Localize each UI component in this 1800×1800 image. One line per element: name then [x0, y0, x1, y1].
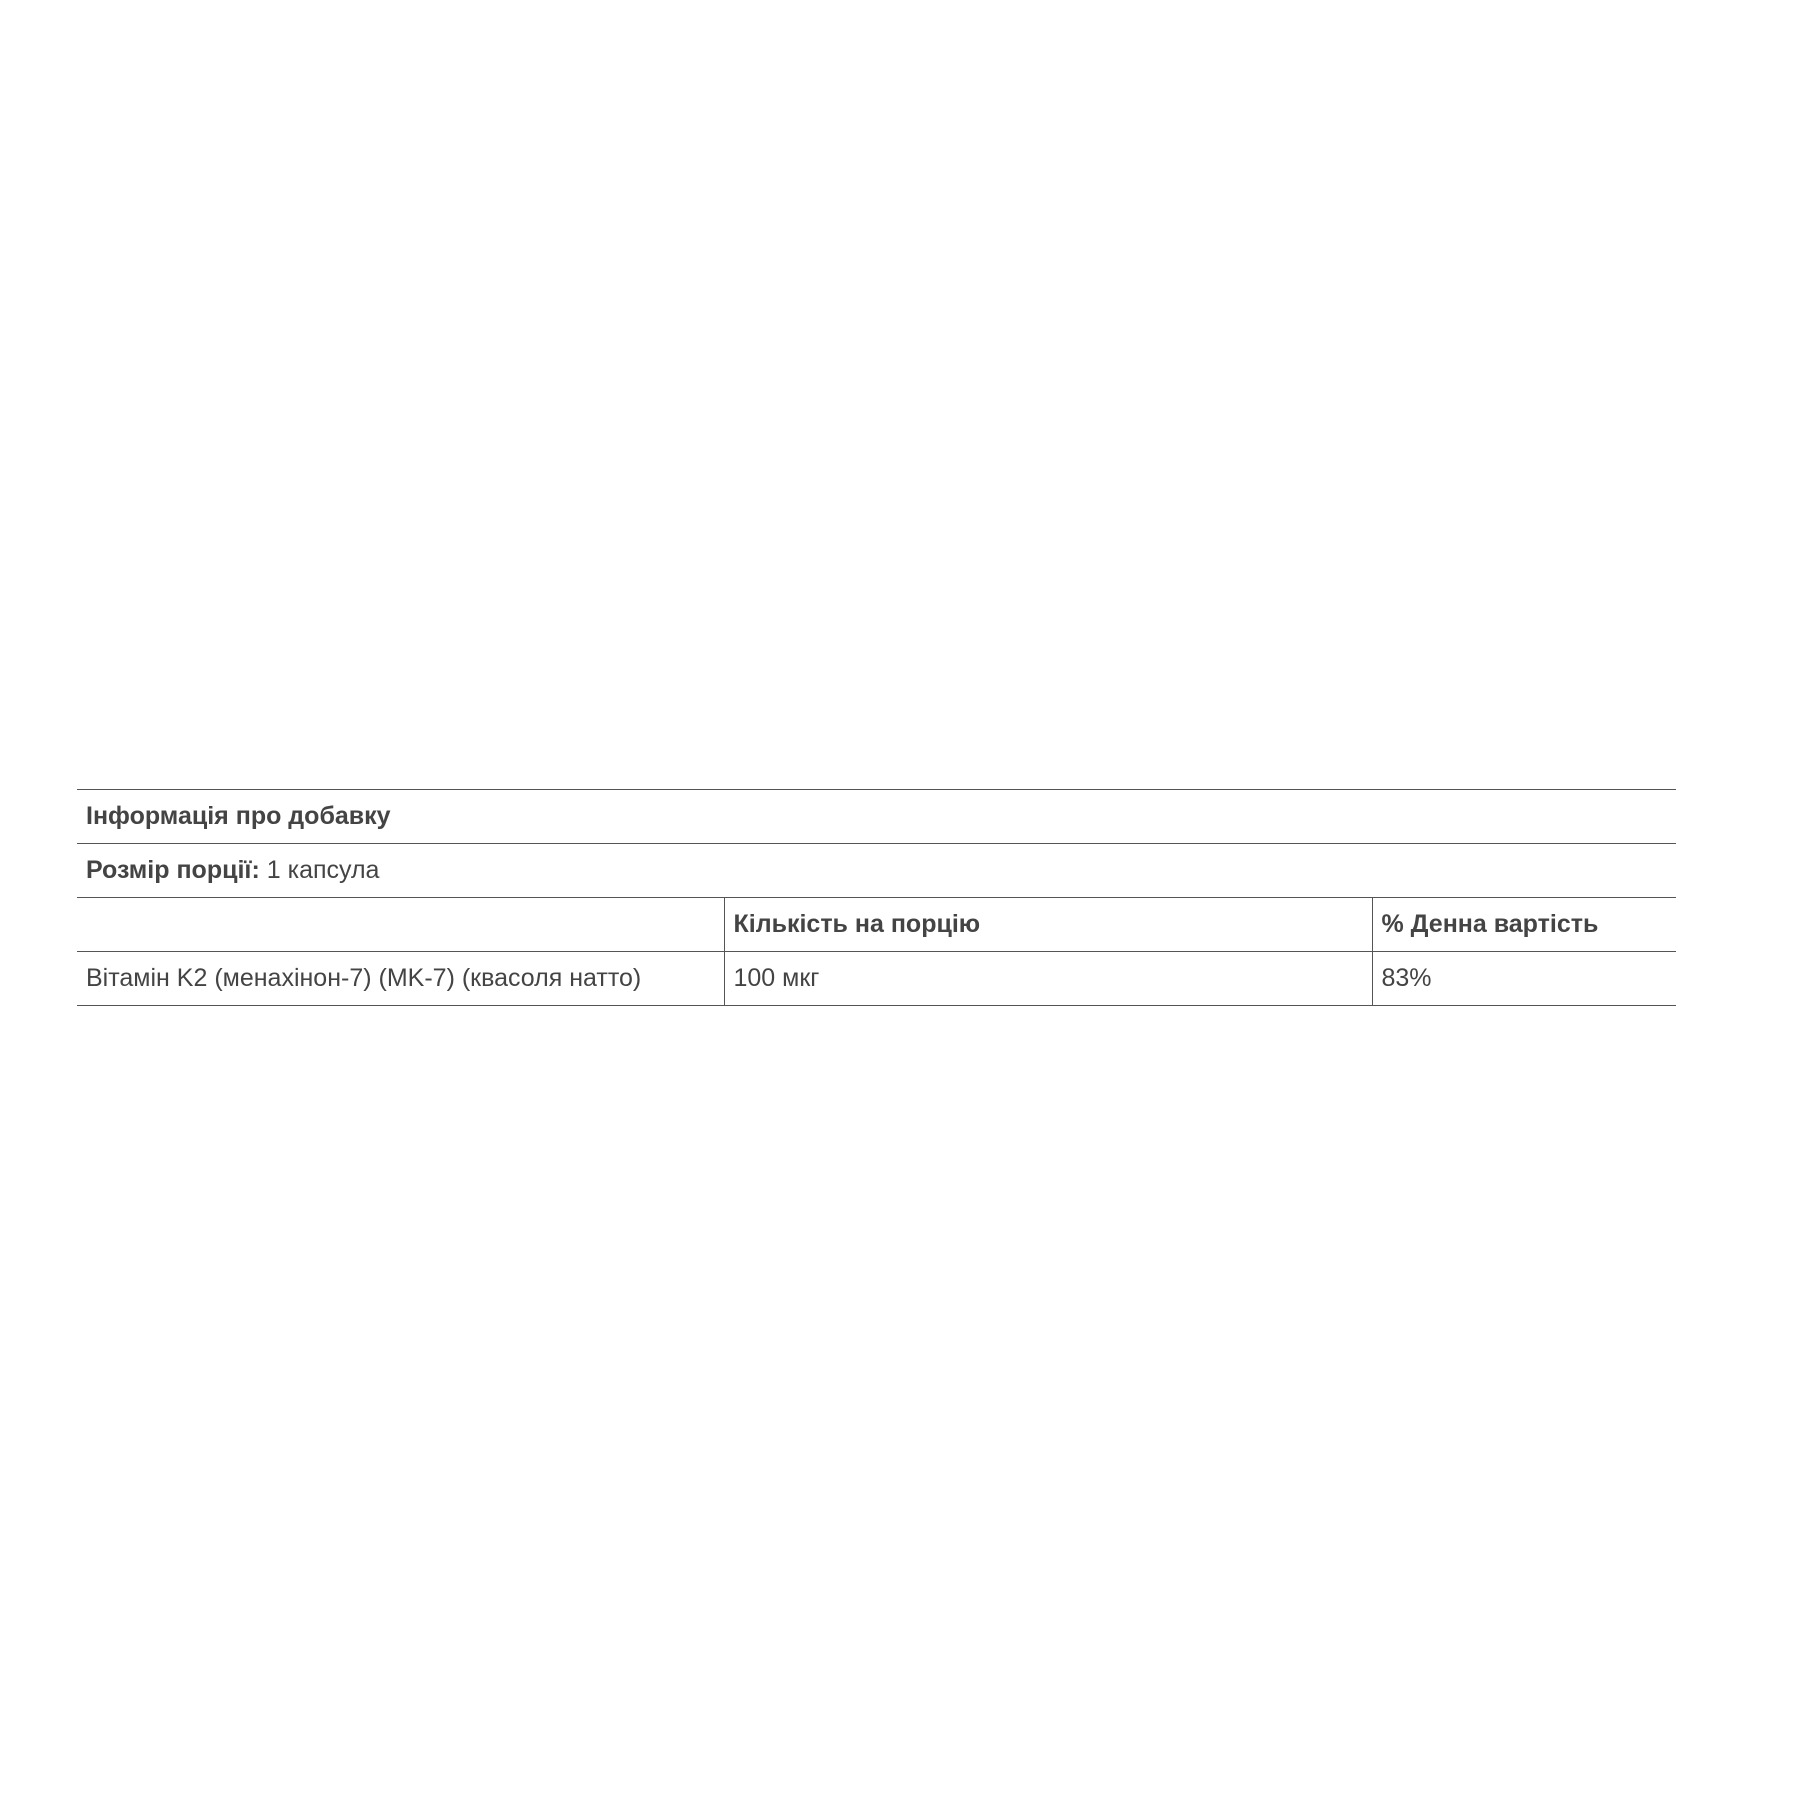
table-row — [77, 952, 1676, 1006]
serving-size-row — [77, 844, 1676, 898]
ingredient-daily-value: 83% — [1372, 952, 1676, 1006]
serving-size-value: 1 капсула — [259, 856, 380, 884]
ingredient-name: Вітамін K2 (менахінон-7) (MK-7) (квасоля натто) — [77, 952, 724, 1006]
table-title-row — [77, 790, 1676, 844]
header-amount: Кількість на порцію — [724, 898, 1372, 952]
header-ingredient — [77, 898, 724, 952]
header-daily-value: % Денна вартість — [1372, 898, 1676, 952]
table-title: Інформація про добавку — [77, 790, 1676, 844]
serving-size-label: Розмір порції: — [86, 856, 260, 884]
serving-size-cell — [77, 844, 1676, 898]
ingredient-amount: 100 мкг — [724, 952, 1372, 1006]
supplement-facts-table — [77, 789, 1676, 1006]
table-header-row — [77, 898, 1676, 952]
